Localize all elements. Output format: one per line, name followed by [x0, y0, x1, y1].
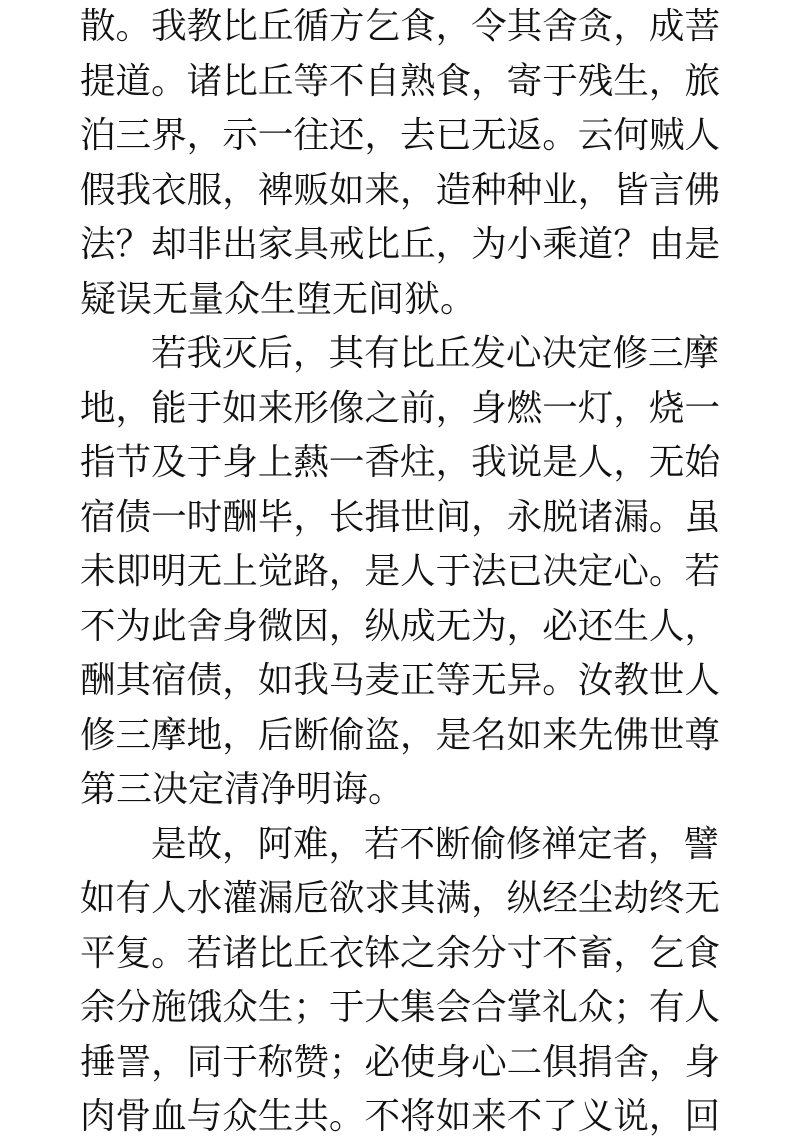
text-line: 第三决定清净明诲。	[80, 769, 405, 810]
scripture-text	[80, 0, 720, 1145]
text-line: 提道。诸比丘等不自熟食，寄于残生，旅	[80, 60, 721, 102]
text-line: 未即明无上觉路，是人于法已决定心。若	[80, 551, 721, 592]
text-line: 捶詈，同于称赞；必使身心二俱捐舍，身	[80, 1041, 721, 1083]
text-line: 平复。若诸比丘衣钵之余分寸不畜，乞食	[80, 932, 721, 974]
text-line: 法？却非出家具戒比丘，为小乘道？由是	[80, 224, 721, 265]
text-line: 宿债一时酬毕，长揖世间，永脱诸漏。虽	[80, 496, 721, 538]
text-line: 散。我教比丘循方乞食，令其舍贪，成菩	[80, 6, 721, 47]
text-line: 疑误无量众生堕无间狱。	[80, 278, 477, 320]
text-line: 指节及于身上爇一香炷，我说是人，无始	[80, 442, 721, 483]
paragraph-first-line: 是故，阿难，若不断偷修禅定者，譬	[150, 823, 720, 865]
text-line: 不为此舍身微因，纵成无为，必还生人，	[80, 605, 721, 647]
text-line: 假我衣服，裨贩如来，造种种业，皆言佛	[80, 169, 721, 211]
text-line: 泊三界，示一往还，去已无返。云何贼人	[80, 115, 721, 156]
text-line: 地，能于如来形像之前，身燃一灯，烧一	[80, 387, 721, 429]
text-line: 修三摩地，后断偷盗，是名如来先佛世尊	[80, 714, 721, 756]
text-line: 余分施饿众生；于大集会合掌礼众；有人	[80, 987, 721, 1028]
paragraph-first-line: 若我灭后，其有比丘发心决定修三摩	[150, 333, 720, 374]
text-line: 如有人水灌漏卮欲求其满，纵经尘劫终无	[80, 878, 721, 919]
text-line: 酬其宿债，如我马麦正等无异。汝教世人	[80, 660, 721, 701]
text-line: 肉骨血与众生共。不将如来不了义说，回	[80, 1096, 721, 1137]
